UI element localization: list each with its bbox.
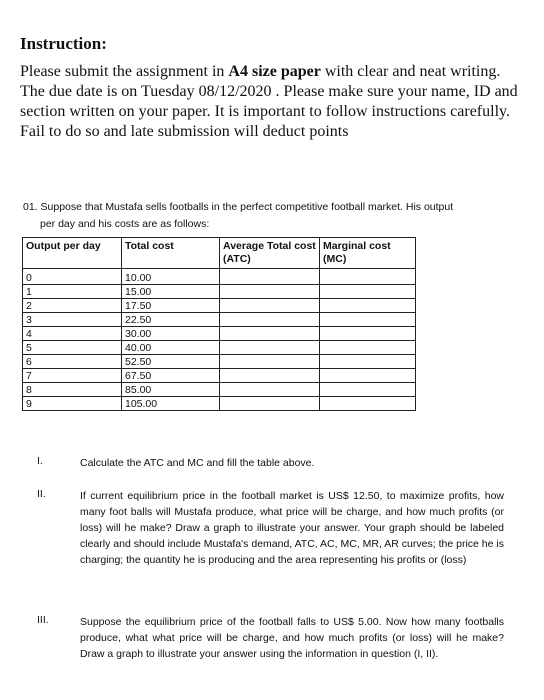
cell-output: 4: [23, 327, 122, 341]
cell-total-cost: 30.00: [122, 327, 220, 341]
cell-atc: [220, 383, 320, 397]
cell-output: 7: [23, 369, 122, 383]
question-1-line-1: 01. Suppose that Mustafa sells footballs in the perfect competitive football market. His output: [23, 201, 454, 213]
cost-table: [22, 237, 416, 411]
table-row: [23, 313, 416, 327]
cell-total-cost: 85.00: [122, 383, 220, 397]
table-row: [23, 369, 416, 383]
cell-atc: [220, 369, 320, 383]
cell-atc: [220, 327, 320, 341]
cell-total-cost: 105.00: [122, 397, 220, 411]
cell-total-cost: 67.50: [122, 369, 220, 383]
cell-output: 5: [23, 341, 122, 355]
cell-mc: [320, 285, 416, 299]
instruction-line-4: Fail to do so and late submission will deduct points: [20, 123, 349, 140]
table-row: [23, 355, 416, 369]
cell-atc: [220, 397, 320, 411]
cell-atc: [220, 341, 320, 355]
instruction-line-1: [20, 62, 520, 82]
table-row: [23, 285, 416, 299]
part-text: Calculate the ATC and MC and fill the table above.: [80, 457, 315, 469]
cell-mc: [320, 341, 416, 355]
cell-output: 1: [23, 285, 122, 299]
cell-atc: [220, 285, 320, 299]
question-1-prompt: [23, 199, 523, 233]
instruction-line-2: The due date is on Tuesday 08/12/2020 . Please make sure your name, ID and: [20, 83, 518, 100]
cell-atc: [220, 269, 320, 285]
part-text: Suppose the equilibrium price of the football falls to US$ 5.00. Now how many footballs produce, what what price will be charge, and how much profits (or loss) will he make? Draw a graph to illustrate your answer using the information in question (I, II).: [80, 616, 504, 660]
table-row: [23, 299, 416, 313]
cell-total-cost: 15.00: [122, 285, 220, 299]
cell-mc: [320, 327, 416, 341]
table-row: [23, 383, 416, 397]
instruction-line-1-end: with clear and neat writing.: [320, 63, 501, 80]
cell-mc: [320, 269, 416, 285]
header-output-per-day: Output per day: [23, 238, 122, 269]
table-header-row: [23, 238, 416, 269]
question-1-line-2: per day and his costs are as follows:: [40, 218, 210, 230]
header-marginal-cost: Marginal cost (MC): [320, 238, 416, 269]
cell-atc: [220, 313, 320, 327]
cell-output: 2: [23, 299, 122, 313]
cell-total-cost: 10.00: [122, 269, 220, 285]
part-number: I.: [37, 455, 43, 467]
table-row: [23, 397, 416, 411]
cell-mc: [320, 397, 416, 411]
table-row: [23, 269, 416, 285]
instruction-line-1-start: Please submit the assignment in: [20, 63, 229, 80]
cell-mc: [320, 369, 416, 383]
header-total-cost: Total cost: [122, 238, 220, 269]
table-row: [23, 341, 416, 355]
cell-total-cost: 17.50: [122, 299, 220, 313]
cell-output: 9: [23, 397, 122, 411]
part-text: If current equilibrium price in the football market is US$ 12.50, to maximize profits, how many foot balls will Mustafa produce, what price will be charge, and how much profits (or loss) will he make? Draw a graph to illustrate your answer. Your graph should be labeled clearly and should include Mustafa's demand, ATC, AC, MC, MR, AR curves; the price he is charging; the quantity he is producing and the area representing his profits or (loss): [80, 490, 504, 566]
cell-output: 8: [23, 383, 122, 397]
cell-total-cost: 22.50: [122, 313, 220, 327]
instruction-line-3: section written on your paper. It is important to follow instructions carefully.: [20, 103, 510, 120]
cell-mc: [320, 313, 416, 327]
cell-mc: [320, 355, 416, 369]
cell-total-cost: 40.00: [122, 341, 220, 355]
part-number: III.: [37, 614, 49, 626]
cell-output: 3: [23, 313, 122, 327]
cell-mc: [320, 383, 416, 397]
cell-output: 6: [23, 355, 122, 369]
cell-output: 0: [23, 269, 122, 285]
cell-total-cost: 52.50: [122, 355, 220, 369]
header-average-total-cost: Average Total cost (ATC): [220, 238, 320, 269]
paper-size-emphasis: A4 size paper: [228, 63, 321, 80]
cell-mc: [320, 299, 416, 313]
part-number: II.: [37, 488, 46, 500]
cell-atc: [220, 355, 320, 369]
instruction-title: Instruction:: [20, 34, 107, 53]
cell-atc: [220, 299, 320, 313]
table-row: [23, 327, 416, 341]
instruction-body: [20, 62, 520, 142]
